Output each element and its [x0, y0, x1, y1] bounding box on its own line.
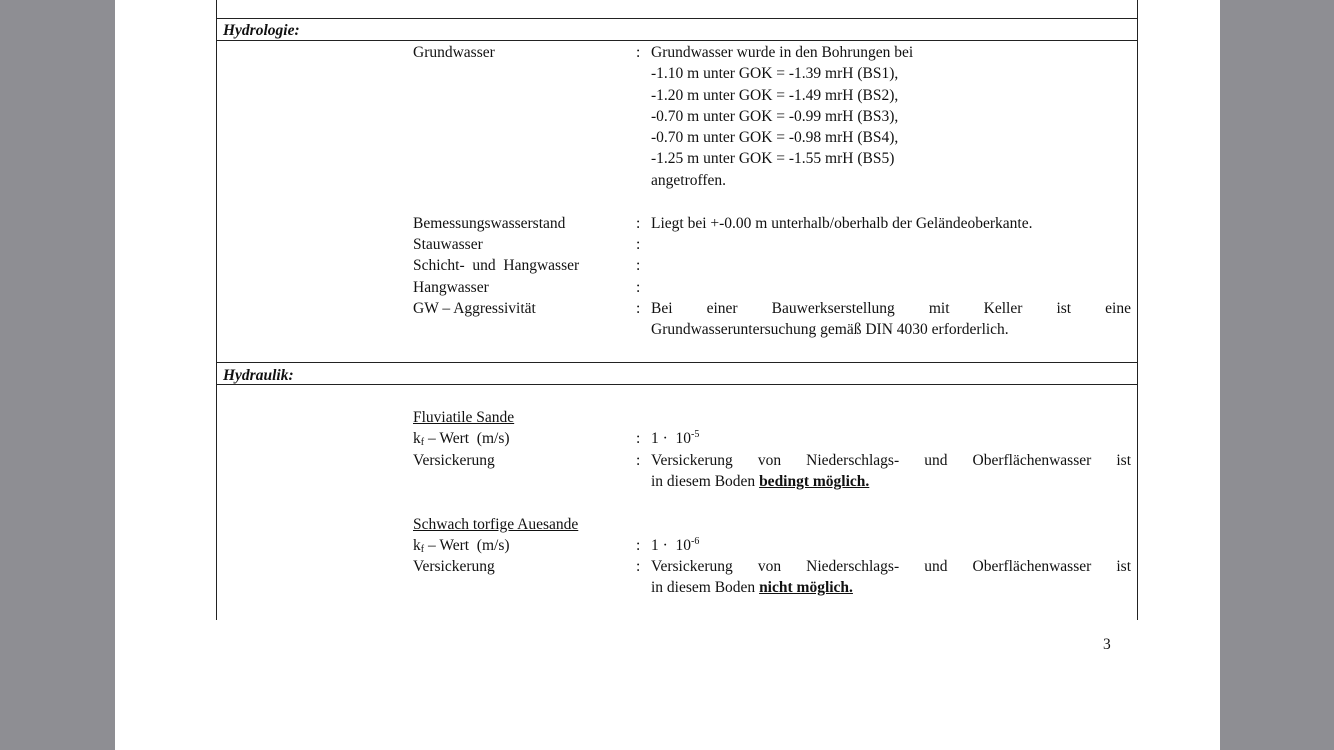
versickerung-line: Versickerung von Niederschlags- und Oberflächenwasser ist: [651, 452, 1131, 469]
label-bemessungswasserstand: Bemessungswasserstand: [413, 215, 566, 232]
kf-base: 1 · 10: [651, 430, 692, 447]
colon: :: [636, 430, 641, 447]
value-versickerung: [651, 450, 1131, 493]
grundwasser-line: angetroffen.: [651, 171, 727, 189]
rule-above-hydraulik: [216, 362, 1138, 363]
label-kf-wert: [413, 428, 510, 449]
kf-k: k: [413, 430, 421, 447]
label-versickerung: Versickerung: [413, 558, 495, 575]
label-schicht-und-hangwasser: Schicht- und Hangwasser: [413, 257, 580, 274]
label-stauwasser: Stauwasser: [413, 236, 483, 253]
colon: :: [636, 257, 641, 274]
versickerung-line: [651, 577, 1131, 598]
soil-name: Fluviatile Sande: [413, 409, 515, 426]
grundwasser-line: -0.70 m unter GOK = -0.99 mrH (BS3),: [651, 107, 899, 125]
label-hangwasser: Hangwasser: [413, 279, 489, 296]
value-grundwasser: [651, 42, 1131, 191]
grundwasser-line: -0.70 m unter GOK = -0.98 mrH (BS4),: [651, 129, 899, 147]
versickerung-line: [651, 471, 1131, 492]
section-title-hydrologie: Hydrologie:: [223, 22, 300, 39]
kf-subscript: f: [420, 544, 425, 555]
rule-below-hydraulik: [216, 384, 1138, 385]
section-title-hydraulik: Hydraulik:: [223, 367, 294, 384]
colon: :: [636, 215, 641, 232]
aggressivitaet-line: Bei einer Bauwerkserstellung mit Keller ist eine: [651, 300, 1131, 317]
kf-rest: – Wert (m/s): [424, 537, 510, 554]
versickerung-emphasis: bedingt möglich.: [759, 473, 870, 491]
colon: :: [636, 236, 641, 253]
page-number: 3: [1103, 636, 1111, 653]
label-kf-wert: [413, 535, 510, 556]
kf-subscript: f: [420, 437, 425, 448]
aggressivitaet-line: Grundwasseruntersuchung gemäß DIN 4030 erforderlich.: [651, 321, 1009, 339]
label-gw-aggressivitaet: GW – Aggressivität: [413, 300, 536, 317]
document-page: [115, 0, 1220, 750]
rule-below-hydrologie: [216, 40, 1138, 41]
value-kf-wert: [651, 428, 1131, 449]
kf-exponent: -6: [691, 536, 700, 547]
soil-name: Schwach torfige Auesande: [413, 516, 579, 533]
value-versickerung: [651, 556, 1131, 599]
value-kf-wert: [651, 535, 1131, 556]
versickerung-prefix: in diesem Boden: [651, 473, 760, 491]
label-versickerung: Versickerung: [413, 452, 495, 469]
label-grundwasser: Grundwasser: [413, 44, 495, 61]
table-left-border: [216, 0, 217, 620]
kf-rest: – Wert (m/s): [424, 430, 510, 447]
colon: :: [636, 279, 641, 296]
kf-base: 1 · 10: [651, 537, 692, 554]
grundwasser-line: -1.25 m unter GOK = -1.55 mrH (BS5): [651, 150, 895, 168]
colon: :: [636, 452, 641, 469]
colon: :: [636, 558, 641, 575]
rule-above-hydrologie: [216, 18, 1138, 19]
grundwasser-line: -1.20 m unter GOK = -1.49 mrH (BS2),: [651, 86, 899, 104]
colon: :: [636, 300, 641, 317]
grundwasser-line: Grundwasser wurde in den Bohrungen bei: [651, 44, 914, 61]
table-right-border: [1137, 0, 1138, 620]
grundwasser-line: -1.10 m unter GOK = -1.39 mrH (BS1),: [651, 65, 899, 83]
colon: :: [636, 44, 641, 61]
versickerung-emphasis: nicht möglich.: [759, 579, 853, 597]
versickerung-line: Versickerung von Niederschlags- und Oberflächenwasser ist: [651, 558, 1131, 575]
value-gw-aggressivitaet: [651, 298, 1131, 341]
value-bemessungswasserstand: Liegt bei +-0.00 m unterhalb/oberhalb der Geländeoberkante.: [651, 215, 1033, 232]
kf-exponent: -5: [691, 429, 700, 440]
kf-k: k: [413, 537, 421, 554]
colon: :: [636, 537, 641, 554]
versickerung-prefix: in diesem Boden: [651, 579, 760, 597]
